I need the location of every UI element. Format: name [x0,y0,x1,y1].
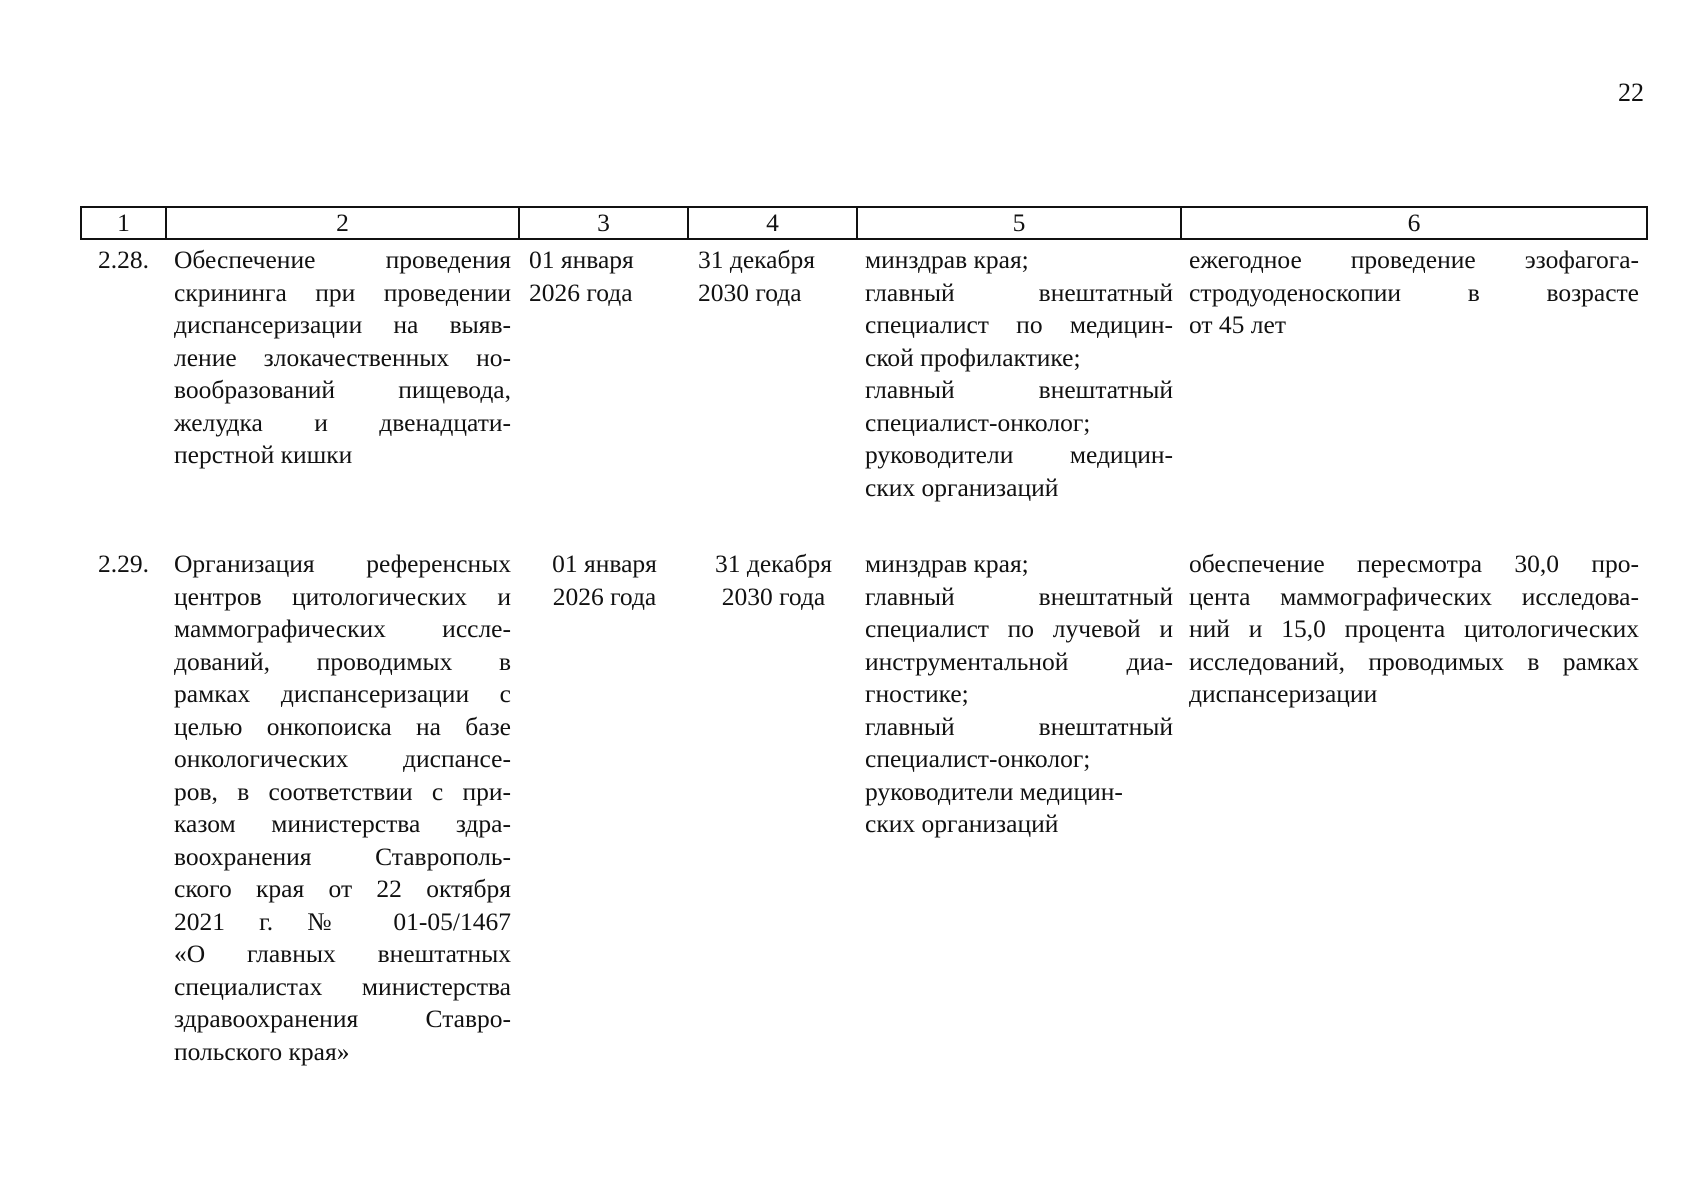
table-row [81,544,1647,1068]
cell-line: воохранения Ставрополь- [174,841,511,871]
result-cell [1181,239,1647,544]
table-header [81,207,1647,239]
cell-line: ежегодное проведение эзофагога- [1189,245,1639,274]
cell-line: цента маммографических исследова- [1189,581,1639,611]
column-header-1: 1 [81,207,166,239]
cell-line: «О главных внештатных [174,939,511,968]
cell-line: минздрав края; [865,549,1029,578]
table-body [81,239,1647,1068]
cell-line: скрининга при проведении [174,277,511,307]
cell-line: ских организаций [865,809,1059,838]
cell-line: специалист по медицин- [865,310,1173,339]
page-number: 22 [1618,78,1644,107]
cell-line: 2030 года [721,581,826,611]
cell-line: специалист-онколог; [865,407,1091,437]
column-header-6: 6 [1181,207,1647,239]
cell-line: 2030 года [698,277,802,307]
cell-line: Организация референсных [174,549,511,578]
cell-line: дований, проводимых в [174,646,511,676]
cell-line: Обеспечение проведения [174,245,511,274]
column-header-3: 3 [519,207,688,239]
cell-line: казом министерства здра- [174,809,511,838]
cell-line: рамках диспансеризации с [174,679,511,708]
header-row [81,207,1647,239]
cell-line: 2021 г. № 01-05/1467 [174,906,511,936]
cell-line: стродуоденоскопии в возрасте [1189,277,1639,307]
measures-table [80,206,1648,1068]
result-cell [1181,544,1647,1068]
start-date-cell [519,239,688,544]
measure-cell [166,239,519,544]
cell-line: диспансеризации [1189,679,1378,708]
cell-line: желудка и двенадцати- [174,407,511,437]
cell-line: диспансеризации на выяв- [174,310,511,339]
cell-line: специалистах министерства [174,971,511,1001]
cell-line: специалист по лучевой и [865,614,1173,643]
cell-line: исследований, проводимых в рамках [1189,646,1639,676]
cell-line: ление злокачественных но- [174,342,511,372]
cell-line: ских организаций [865,472,1059,502]
cell-line: гностике; [865,679,969,708]
cell-line: специалист-онколог; [865,744,1091,773]
cell-line: руководители медицин- [865,776,1123,806]
cell-line: здравоохранения Ставро- [174,1004,511,1033]
cell-line: 31 декабря [715,549,832,578]
cell-line: ской профилактике; [865,342,1081,372]
responsible-cell [857,544,1181,1068]
start-date-cell [519,544,688,1068]
column-header-4: 4 [688,207,857,239]
cell-line: главный внештатный [865,581,1173,611]
cell-line: 01 января [552,549,657,578]
column-header-5: 5 [857,207,1181,239]
cell-line: от 45 лет [1189,310,1286,339]
end-date-cell [688,544,857,1068]
cell-line: ний и 15,0 процента цитологических [1189,614,1639,643]
cell-line: целью онкопоиска на базе [174,711,511,741]
cell-line: 01 января [529,245,634,274]
measure-cell [166,544,519,1068]
cell-line: ров, в соответствии с при- [174,776,511,806]
cell-line: обеспечение пересмотра 30,0 про- [1189,549,1639,578]
responsible-cell [857,239,1181,544]
table-row [81,239,1647,544]
row-number: 2.28. [98,245,149,274]
cell-line: онкологических диспансе- [174,744,511,773]
cell-line: 31 декабря [698,245,815,274]
cell-line: главный внештатный [865,375,1173,404]
cell-line: руководители медицин- [865,440,1173,469]
cell-line: главный внештатный [865,711,1173,741]
cell-line: центров цитологических и [174,581,511,611]
column-header-2: 2 [166,207,519,239]
cell-line: перстной кишки [174,440,353,469]
cell-line: минздрав края; [865,245,1029,274]
cell-line: инструментальной диа- [865,646,1173,676]
cell-line: вообразований пищевода, [174,375,511,404]
cell-line: маммографических иссле- [174,614,511,643]
cell-line: ского края от 22 октября [174,874,511,903]
cell-line: главный внештатный [865,277,1173,307]
cell-line: польского края» [174,1036,350,1066]
end-date-cell [688,239,857,544]
cell-line: 2026 года [529,277,633,307]
cell-line: 2026 года [552,581,657,611]
row-number: 2.29. [98,549,149,578]
